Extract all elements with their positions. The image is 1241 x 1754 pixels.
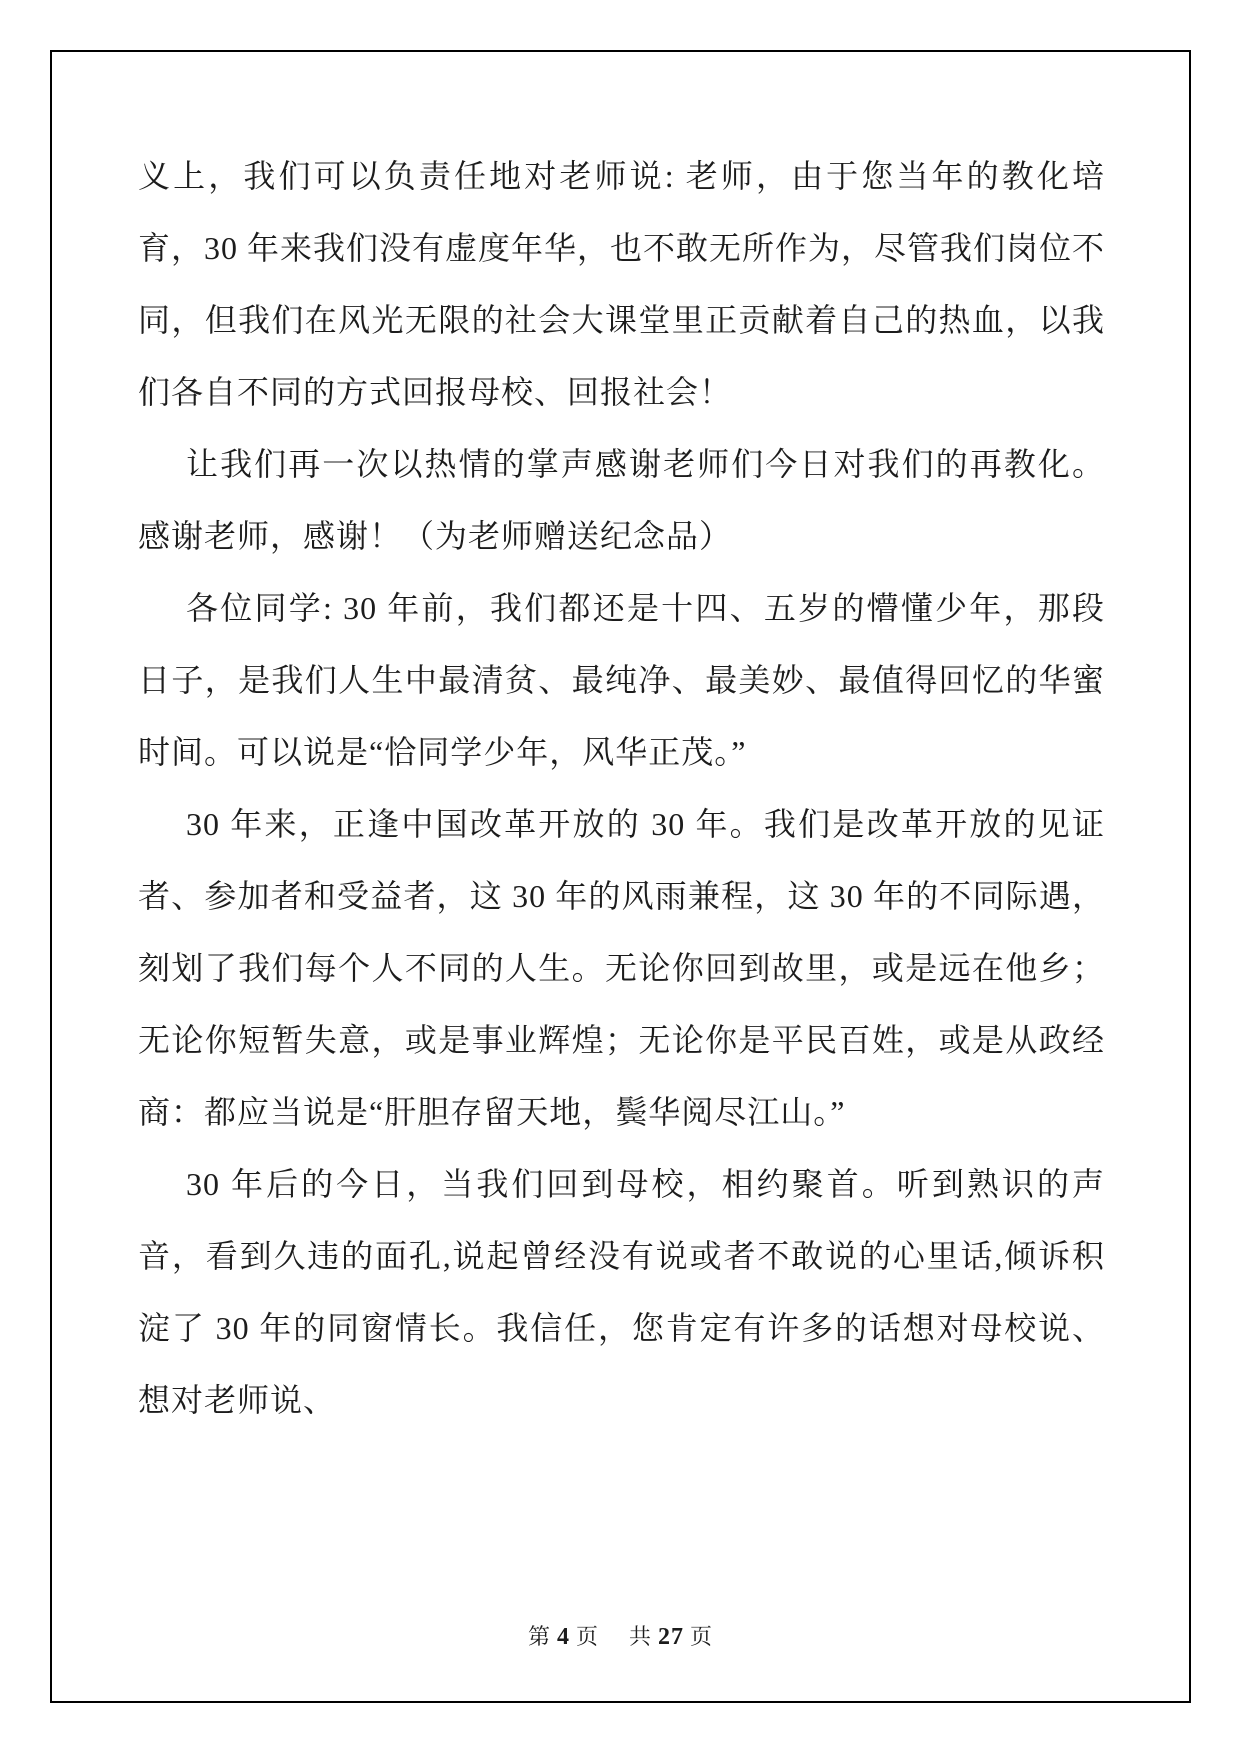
footer-page-unit: 页 — [575, 1624, 599, 1649]
paragraph-3: 各位同学: 30 年前，我们都还是十四、五岁的懵懂少年，那段日子，是我们人生中最清贫、最纯净、最美妙、最值得回忆的华蜜时间。可以说是“恰同学少年，风华正茂。” — [138, 590, 1105, 770]
paragraph-1: 义上，我们可以负责任地对老师说: 老师，由于您当年的教化培育，30 年来我们没有虚度年华，也不敢无所作为，尽管我们岗位不同，但我们在风光无限的社会大课堂里正贡献着自己的热血，以我们各自不同的方式回报母校、回报社会！ — [138, 158, 1106, 410]
page-footer — [52, 1620, 1189, 1651]
paragraph-4: 30 年来，正逢中国改革开放的 30 年。我们是改革开放的见证者、参加者和受益者，这 30 年的风雨兼程，这 30 年的不同际遇，刻划了我们每个人不同的人生。无论你回到故里，或是远在他乡；无论你短暂失意，或是事业辉煌；无论你是平民百姓，或是从政经商：都应当说是“肝胆存留天地，鬓华阅尽江山。” — [138, 806, 1105, 1130]
footer-total-prefix: 共 — [629, 1624, 653, 1649]
paragraph-5: 30 年后的今日，当我们回到母校，相约聚首。听到熟识的声音，看到久违的面孔,说起曾经没有说或者不敢说的心里话,倾诉积淀了 30 年的同窗情长。我信任，您肯定有许多的话想对母校说、想对老师说、 — [138, 1166, 1105, 1418]
total-pages: 27 — [658, 1624, 685, 1650]
document-body — [138, 140, 1105, 1436]
document-page — [50, 50, 1191, 1703]
page-number: 4 — [556, 1624, 570, 1650]
footer-total-unit: 页 — [690, 1624, 714, 1649]
footer-page-prefix: 第 — [527, 1624, 551, 1649]
paragraph-2: 让我们再一次以热情的掌声感谢老师们今日对我们的再教化。感谢老师，感谢！（为老师赠送纪念品） — [138, 446, 1105, 554]
